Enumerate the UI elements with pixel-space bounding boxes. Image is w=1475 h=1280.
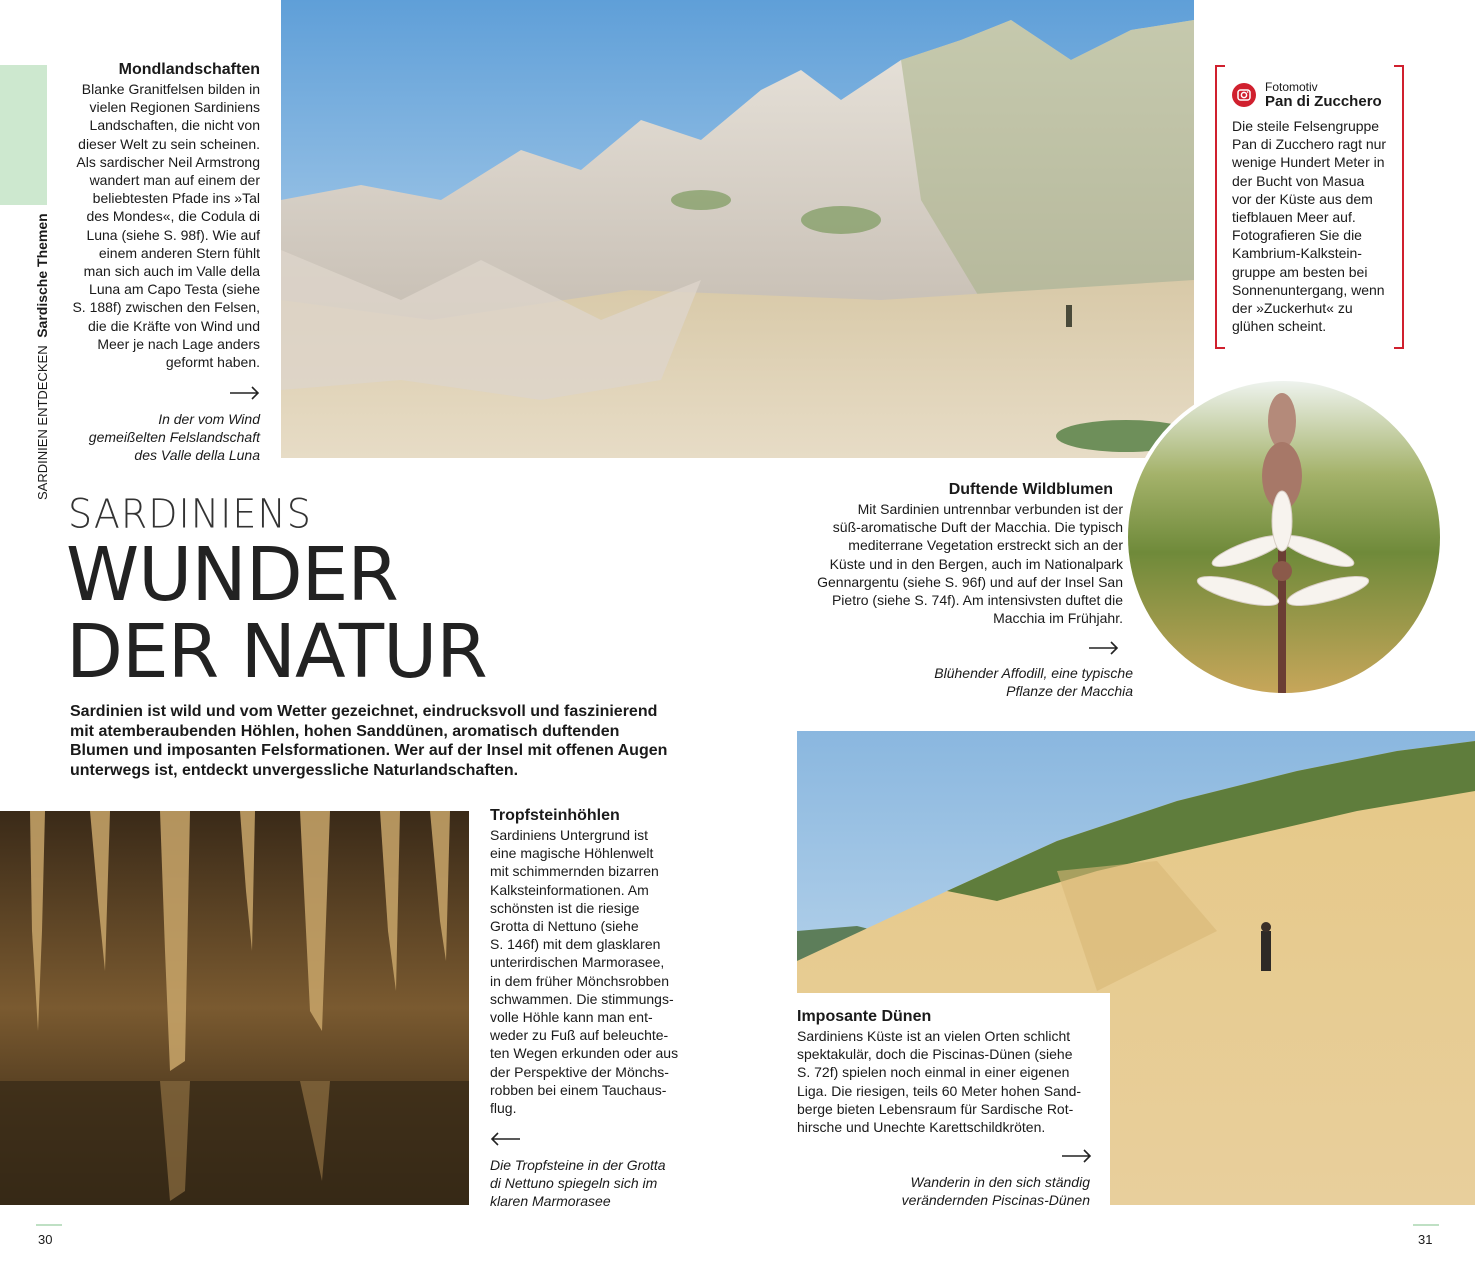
arrow-left-icon: [490, 1132, 520, 1146]
mond-line: dieser Welt zu sein scheinen.: [78, 135, 260, 152]
intro-line: mit atemberaubenden Höhlen, hohen Sanddünen, aromatisch duftenden: [70, 722, 620, 740]
page-number-left: 30: [38, 1232, 53, 1247]
fotomotiv-line: Fotografieren Sie die: [1232, 227, 1362, 244]
mond-line: einem anderen Stern fühlt: [98, 244, 260, 261]
fotomotiv-left-bar: [1215, 65, 1217, 349]
camera-icon: [1232, 83, 1256, 107]
duenen-title: Imposante Dünen: [797, 1008, 932, 1025]
hoehlen-line: unterirdischen Marmorasee,: [490, 954, 665, 971]
duenen-line: berge bieten Lebensraum für Sardische Rot-: [797, 1100, 1074, 1117]
hoehlen-caption-line: Die Tropfsteine in der Grotta: [490, 1157, 666, 1173]
mond-caption-line: In der vom Wind: [158, 411, 260, 427]
blumen-line: Küste und in den Bergen, auch im Nationalpark: [829, 555, 1123, 572]
fotomotiv-line: Sonnenuntergang, wenn: [1232, 281, 1385, 298]
fotomotiv-line: glühen scheint.: [1232, 318, 1327, 335]
grotta-photo: [0, 811, 469, 1205]
headline-big-2: DER NATUR: [66, 609, 487, 695]
hoehlen-line: schönsten ist die riesige: [490, 899, 640, 916]
fotomotiv-tick: [1394, 65, 1404, 67]
headline-small: SARDINIENS: [68, 490, 312, 538]
mond-line: Landschaften, die nicht von: [89, 117, 260, 134]
hoehlen-line: in dem früher Mönchsrobben: [490, 972, 669, 989]
fotomotiv-tick: [1394, 347, 1404, 349]
blumen-caption-line: Pflanze der Macchia: [1006, 683, 1133, 699]
fotomotiv-line: Kambrium-Kalkstein-: [1232, 245, 1362, 262]
blumen-body: [780, 500, 1123, 627]
hoehlen-line: ten Wegen erkunden oder aus: [490, 1045, 679, 1062]
fotomotiv-line: Die steile Felsengruppe: [1232, 118, 1380, 134]
fotomotiv-line: Pan di Zucchero ragt nur: [1232, 136, 1387, 153]
arrow-right-icon: [1089, 641, 1119, 655]
hoehlen-body: [490, 826, 690, 1117]
duenen-caption: [827, 1173, 1090, 1209]
mond-caption: [60, 410, 260, 464]
side-tab-topic: Sardische Themen: [34, 213, 50, 338]
hoehlen-line: robben bei einem Tauchaus-: [490, 1081, 667, 1098]
page-right-bar: [1413, 1224, 1439, 1226]
fotomotiv-line: wenige Hundert Meter in: [1232, 154, 1385, 171]
side-tab-text: [34, 213, 50, 500]
duenen-caption-line: Wanderin in den sich ständig: [910, 1174, 1090, 1190]
hoehlen-line: Grotta di Nettuno (siehe: [490, 918, 639, 935]
duenen-body: [797, 1027, 1097, 1136]
mond-line: Luna (siehe S. 98f). Wie auf: [86, 226, 260, 243]
hoehlen-caption: [490, 1156, 700, 1210]
fotomotiv-line: der »Zuckerhut« zu: [1232, 300, 1353, 317]
affodill-photo: [1124, 377, 1444, 697]
hoehlen-line: mit schimmernden bizarren: [490, 863, 659, 880]
duenen-line: Liga. Die riesigen, teils 60 Meter hohen Sand-: [797, 1082, 1082, 1099]
mond-line: geformt haben.: [165, 354, 260, 371]
page-left-bar: [36, 1224, 62, 1226]
hoehlen-line: weder zu Fuß auf beleuchte-: [490, 1027, 669, 1044]
fotomotiv-right-bar: [1402, 65, 1404, 349]
hoehlen-section: [490, 806, 690, 1117]
blumen-line: Gennargentu (siehe S. 96f) und auf der Insel San: [817, 573, 1123, 590]
blumen-caption-line: Blühender Affodill, eine typische: [934, 665, 1133, 681]
hoehlen-line: S. 146f) mit dem glasklaren: [490, 936, 661, 953]
mond-line: Luna am Capo Testa (siehe: [89, 281, 260, 298]
hoehlen-line: schwammen. Die stimmungs-: [490, 990, 674, 1007]
side-tab-block: [0, 65, 47, 205]
fotomotiv-title: Pan di Zucchero: [1265, 93, 1382, 110]
mond-line: des Mondes«, die Codula di: [86, 208, 260, 225]
fotomotiv-box: [1215, 65, 1404, 349]
intro-line: Blumen und imposanten Felsformationen. Wer auf der Insel mit offenen Augen: [70, 742, 668, 759]
hoehlen-line: volle Höhle kann man ent-: [490, 1009, 653, 1026]
blumen-line: Pietro (siehe S. 74f). Am intensivsten duftet die: [831, 592, 1123, 609]
fotomotiv-tick: [1215, 347, 1225, 349]
mond-line: die die Kräfte von Wind und: [88, 317, 260, 334]
rock-landscape-photo: [281, 0, 1194, 458]
mond-line: vielen Regionen Sardiniens: [89, 99, 260, 116]
duenen-line: hirsche und Unechte Karettschildkröten.: [797, 1119, 1046, 1136]
hoehlen-line: der Perspektive der Mönchs-: [490, 1063, 669, 1080]
blumen-line: Mit Sardinien untrennbar verbunden ist der: [857, 501, 1123, 517]
fotomotiv-tick: [1215, 65, 1225, 67]
fotomotiv-line: vor der Küste aus dem: [1232, 190, 1373, 207]
blumen-line: Macchia im Frühjahr.: [993, 610, 1123, 627]
fotomotiv-kicker: Fotomotiv: [1265, 80, 1318, 94]
blumen-title: Duftende Wildblumen: [948, 481, 1113, 498]
duenen-box: [787, 993, 1110, 1208]
mond-caption-line: des Valle della Luna: [134, 447, 260, 463]
blumen-caption: [880, 664, 1133, 700]
mond-title: Mondlandschaften: [118, 61, 260, 78]
intro-paragraph: [70, 702, 710, 780]
mond-line: Meer je nach Lage anders: [97, 335, 260, 352]
blumen-line: mediterrane Vegetation erstreckt sich an der: [848, 537, 1123, 554]
duenen-line: Sardiniens Küste ist an vielen Orten schlicht: [797, 1028, 1071, 1044]
hoehlen-line: Kalksteinformationen. Am: [490, 881, 649, 898]
hoehlen-caption-line: klaren Marmorasee: [490, 1193, 611, 1209]
page-number-right: 31: [1418, 1232, 1433, 1247]
fotomotiv-line: der Bucht von Masua: [1232, 172, 1365, 189]
blumen-line: süß-aromatische Duft der Macchia. Die typisch: [832, 519, 1123, 536]
intro-line: unterwegs ist, entdeckt unvergessliche Naturlandschaften.: [70, 761, 519, 779]
duenen-line: S. 72f) spielen noch einmal in einer eigenen: [797, 1064, 1070, 1081]
duenen-caption-line: verändernden Piscinas-Dünen: [901, 1192, 1090, 1208]
hoehlen-line: flug.: [490, 1100, 517, 1117]
mond-line: wandert man auf einem der: [89, 172, 260, 189]
headline-big-1: WUNDER: [66, 532, 398, 618]
fotomotiv-line: tiefblauen Meer auf.: [1232, 209, 1356, 226]
mond-caption-line: gemeißelten Felslandschaft: [88, 429, 260, 445]
mond-section: [60, 60, 260, 371]
intro-line: Sardinien ist wild und vom Wetter gezeichnet, eindrucksvoll und faszinierend: [70, 703, 658, 720]
arrow-right-icon: [1062, 1149, 1092, 1163]
fotomotiv-body: [1232, 117, 1402, 335]
hoehlen-title: Tropfsteinhöhlen: [490, 807, 620, 824]
hoehlen-line: eine magische Höhlenwelt: [490, 845, 654, 862]
duenen-line: spektakulär, doch die Piscinas-Dünen (siehe: [797, 1046, 1073, 1063]
blumen-section: [780, 480, 1113, 500]
hoehlen-line: Sardiniens Untergrund ist: [490, 827, 648, 843]
fotomotiv-line: gruppe am besten bei: [1232, 263, 1368, 280]
mond-line: Als sardischer Neil Armstrong: [76, 153, 260, 170]
mond-line: man sich auch im Valle della: [83, 263, 260, 280]
arrow-right-icon: [230, 386, 260, 400]
mond-line: beliebtesten Pfade ins »Tal: [92, 190, 260, 207]
hoehlen-caption-line: di Nettuno spiegeln sich im: [490, 1175, 658, 1191]
mond-line: Blanke Granitfelsen bilden in: [81, 81, 260, 97]
side-tab-section: SARDINIEN ENTDECKEN: [35, 345, 50, 500]
mond-line: S. 188f) zwischen den Felsen,: [72, 299, 260, 316]
mond-body: [60, 80, 260, 371]
